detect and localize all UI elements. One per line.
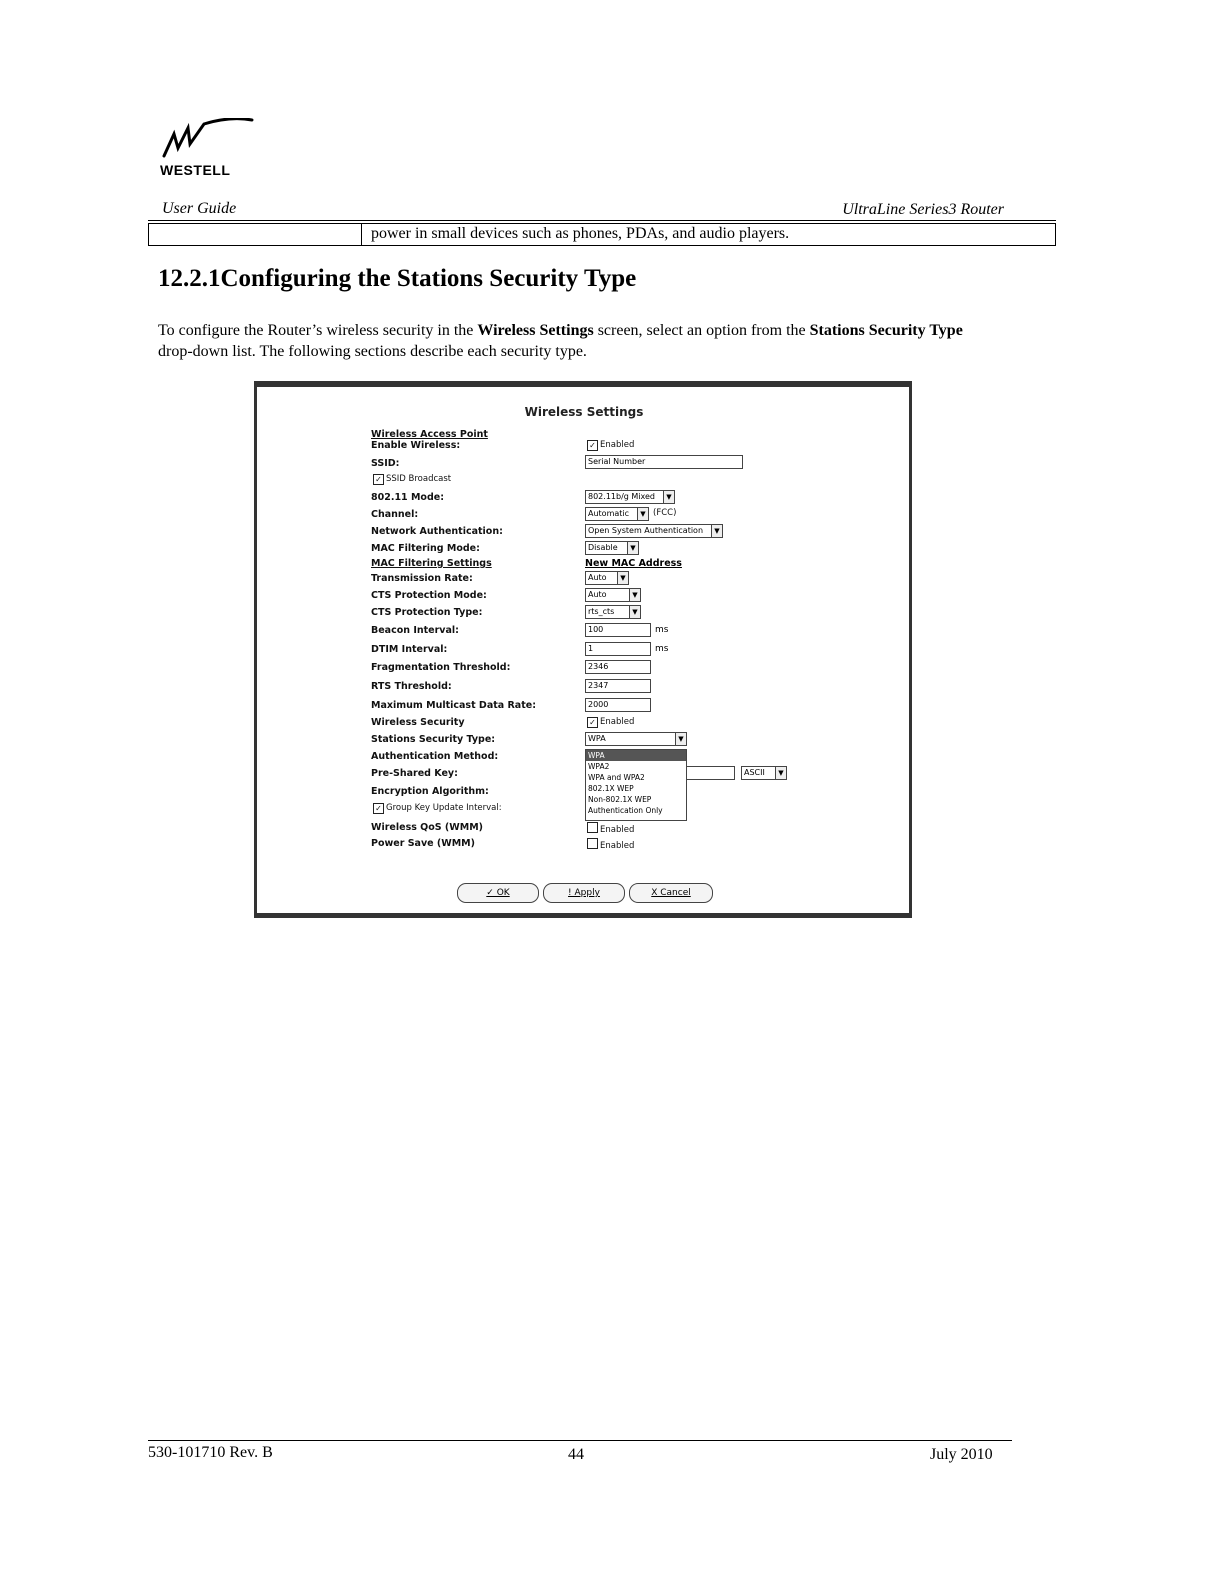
group-key-update-checkbox[interactable]: ✓ Group Key Update Interval:: [373, 803, 502, 814]
dropdown-option[interactable]: 802.1X WEP: [588, 784, 634, 793]
label-wireless-security: Wireless Security: [371, 717, 465, 728]
label-encryption-algorithm: Encryption Algorithm:: [371, 786, 489, 797]
rts-threshold-input[interactable]: 2347: [585, 679, 651, 693]
wireless-security-checkbox[interactable]: ✓ Enabled: [587, 717, 634, 728]
cts-protection-mode-select[interactable]: Auto ▼: [585, 588, 641, 602]
header-left: User Guide: [162, 200, 237, 217]
new-mac-address-link[interactable]: New MAC Address: [585, 558, 682, 569]
dtim-unit: ms: [655, 644, 669, 654]
table-divider: [361, 223, 362, 246]
label-wireless-access-point: Wireless Access Point: [371, 429, 488, 440]
footer-rule: [148, 1440, 1012, 1441]
ssid-input[interactable]: Serial Number: [585, 455, 743, 469]
label-ssid: SSID:: [371, 458, 400, 469]
label-mac-filtering-mode: MAC Filtering Mode:: [371, 543, 480, 554]
power-save-checkbox[interactable]: Enabled: [587, 838, 634, 851]
panel-title: Wireless Settings: [524, 405, 644, 419]
label-cts-protection-type: CTS Protection Type:: [371, 607, 483, 618]
label-cts-protection-mode: CTS Protection Mode:: [371, 590, 487, 601]
chevron-down-icon: ▼: [617, 572, 628, 584]
chevron-down-icon: ▼: [675, 733, 686, 745]
enable-wireless-checkbox[interactable]: ✓ Enabled: [587, 440, 634, 451]
wireless-qos-checkbox[interactable]: Enabled: [587, 822, 634, 835]
chevron-down-icon: ▼: [775, 767, 786, 779]
mode-select[interactable]: 802.11b/g Mixed ▼: [585, 490, 675, 504]
label-beacon-interval: Beacon Interval:: [371, 625, 459, 636]
mac-filtering-mode-select[interactable]: Disable ▼: [585, 541, 639, 555]
chevron-down-icon: ▼: [663, 491, 674, 503]
westell-logo-icon: [160, 118, 256, 160]
label-max-multicast-rate: Maximum Multicast Data Rate:: [371, 700, 536, 711]
dropdown-option[interactable]: WPA2: [588, 762, 610, 771]
cancel-button[interactable]: X Cancel: [629, 883, 713, 903]
dropdown-option[interactable]: WPA: [586, 750, 686, 761]
chevron-down-icon: ▼: [627, 542, 638, 554]
label-network-authentication: Network Authentication:: [371, 526, 503, 537]
wireless-settings-screenshot: [254, 381, 912, 918]
fragmentation-threshold-input[interactable]: 2346: [585, 660, 651, 674]
footer-doc-number: 530-101710 Rev. B: [148, 1444, 273, 1461]
network-authentication-select[interactable]: Open System Authentication ▼: [585, 524, 723, 538]
chevron-down-icon: ▼: [629, 589, 640, 601]
label-rts-threshold: RTS Threshold:: [371, 681, 452, 692]
header-right: UltraLine Series3 Router: [842, 201, 1004, 218]
footer-page-number: 44: [568, 1446, 584, 1463]
key-format-select[interactable]: ASCII ▼: [741, 766, 787, 780]
beacon-interval-input[interactable]: 100: [585, 623, 651, 637]
label-channel: Channel:: [371, 509, 419, 520]
section-title: 12.2.1Configuring the Stations Security Type: [158, 265, 637, 292]
label-dtim-interval: DTIM Interval:: [371, 644, 448, 655]
stations-security-type-select[interactable]: WPA ▼: [585, 732, 687, 746]
table-cell-text: power in small devices such as phones, PDAs, and audio players.: [371, 225, 790, 242]
label-fragmentation-threshold: Fragmentation Threshold:: [371, 662, 511, 673]
dropdown-option[interactable]: Authentication Only: [588, 806, 663, 815]
footer-date: July 2010: [930, 1446, 993, 1463]
label-transmission-rate: Transmission Rate:: [371, 573, 473, 584]
label-80211-mode: 802.11 Mode:: [371, 492, 444, 503]
label-power-save: Power Save (WMM): [371, 838, 475, 849]
channel-select[interactable]: Automatic ▼: [585, 507, 649, 521]
max-multicast-rate-input[interactable]: 2000: [585, 698, 651, 712]
header-rule: [148, 220, 1056, 221]
channel-region: (FCC): [653, 508, 677, 518]
apply-button[interactable]: ! Apply: [543, 883, 625, 903]
label-wireless-qos: Wireless QoS (WMM): [371, 822, 484, 833]
ok-button[interactable]: ✓ OK: [457, 883, 539, 903]
chevron-down-icon: ▼: [637, 508, 648, 520]
beacon-unit: ms: [655, 625, 669, 635]
label-pre-shared-key: Pre-Shared Key:: [371, 768, 458, 779]
ssid-broadcast-checkbox[interactable]: ✓ SSID Broadcast: [373, 474, 451, 485]
label-stations-security-type: Stations Security Type:: [371, 734, 496, 745]
transmission-rate-select[interactable]: Auto ▼: [585, 571, 629, 585]
pre-shared-key-input[interactable]: [685, 766, 735, 780]
intro-paragraph: To configure the Router’s wireless security in the Wireless Settings screen, select an option from the Stations Security Type drop-down list. The following sections describe each security type.: [158, 322, 963, 360]
cts-protection-type-select[interactable]: rts_cts ▼: [585, 605, 641, 619]
dropdown-option[interactable]: Non-802.1X WEP: [588, 795, 652, 804]
logo-text: WESTELL: [160, 162, 231, 178]
stations-security-type-dropdown[interactable]: [585, 749, 687, 821]
label-enable-wireless: Enable Wireless:: [371, 440, 461, 451]
label-authentication-method: Authentication Method:: [371, 751, 499, 762]
dropdown-option[interactable]: WPA and WPA2: [588, 773, 645, 782]
dtim-interval-input[interactable]: 1: [585, 642, 651, 656]
label-mac-filtering-settings: MAC Filtering Settings: [371, 558, 492, 569]
chevron-down-icon: ▼: [711, 525, 722, 537]
chevron-down-icon: ▼: [629, 606, 640, 618]
